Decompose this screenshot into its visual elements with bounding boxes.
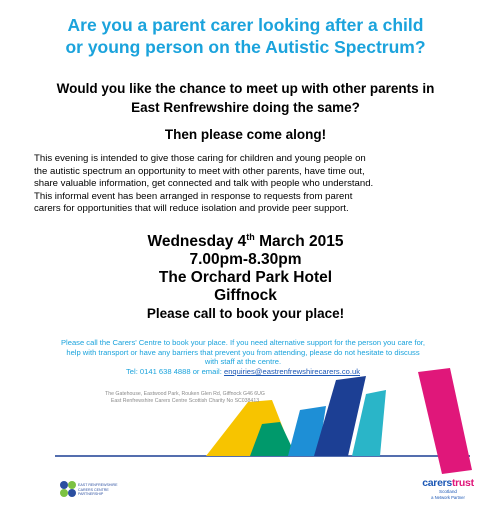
logo-text-line: EAST RENFREWSHIRE	[78, 483, 118, 487]
description-line: carers for opportunities that will reduce isolation and provide peer support.	[34, 203, 349, 214]
carers-trust-logo	[418, 478, 478, 508]
description-line: share valuable information, get connected and talk with people who understand.	[34, 178, 374, 189]
charity-line: East Renfrewshire Carers Centre Scottish Charity No SC038413	[110, 398, 260, 404]
event-time: 7.00pm-8.30pm	[189, 251, 302, 268]
carers-centre-logo-icon	[58, 479, 78, 499]
wordmark-carers: carers	[422, 477, 452, 489]
headline-line-1: Are you a parent carer looking after a child	[67, 15, 424, 35]
event-venue: The Orchard Park Hotel	[158, 269, 333, 286]
info-line: help with transport or have any barriers that prevent you from attending, please do not hesitate to discuss	[66, 347, 420, 357]
description-line: the autistic spectrum an opportunity to meet with other parents, have time out,	[34, 165, 365, 177]
invite-line-1: Would you like the chance to meet up with other parents in	[56, 81, 435, 96]
carers-trust-wordmark	[418, 478, 478, 489]
event-place: Giffnock	[214, 287, 277, 304]
event-description	[34, 153, 474, 216]
info-line: Please call the Carers' Centre to book your place. If you need alternative support for the person you care for,	[60, 338, 426, 347]
invite-line-2: East Renfrewshire doing the same?	[131, 100, 360, 115]
headline	[0, 14, 491, 58]
invite-question	[0, 79, 491, 117]
carers-centre-logo	[58, 479, 118, 501]
description-line: This informal event has been arranged in response to requests from parent	[34, 190, 353, 202]
wordmark-trust: trust	[451, 477, 474, 489]
headline-line-2: or young person on the Autistic Spectrum?	[65, 37, 426, 57]
logo-text-line: PARTNERSHIP	[78, 492, 104, 497]
address-line: The Gatehouse, Eastwood Park, Rouken Glen Rd, Giffnock G46 6UG	[105, 391, 265, 397]
come-along-heading: Then please come along!	[164, 127, 327, 142]
carers-trust-region: Scotland	[439, 489, 457, 494]
event-date-month: March 2015	[254, 233, 344, 250]
centre-address	[70, 391, 300, 405]
email-link[interactable]: enquiries@eastrenfrewshirecarers.co.uk	[223, 366, 360, 376]
magenta-shape	[418, 368, 472, 474]
logo-text-line: CARERS CENTRE	[78, 487, 109, 492]
telephone: Tel: 0141 638 4888 or email:	[126, 366, 222, 376]
event-date	[0, 233, 491, 251]
carers-trust-partner: a Network Partner	[431, 495, 465, 500]
description-line: This evening is intended to give those caring for children and young people on	[34, 153, 366, 164]
event-date-suffix: th	[246, 232, 255, 242]
event-call-to-action: Please call to book your place!	[146, 306, 345, 321]
carers-centre-logo-text	[78, 483, 117, 497]
info-line: with staff at the centre.	[204, 357, 282, 367]
event-date-day: Wednesday 4	[147, 233, 247, 250]
carers-centre-info	[28, 338, 458, 376]
event-details	[0, 233, 491, 323]
contact-line	[28, 367, 458, 377]
